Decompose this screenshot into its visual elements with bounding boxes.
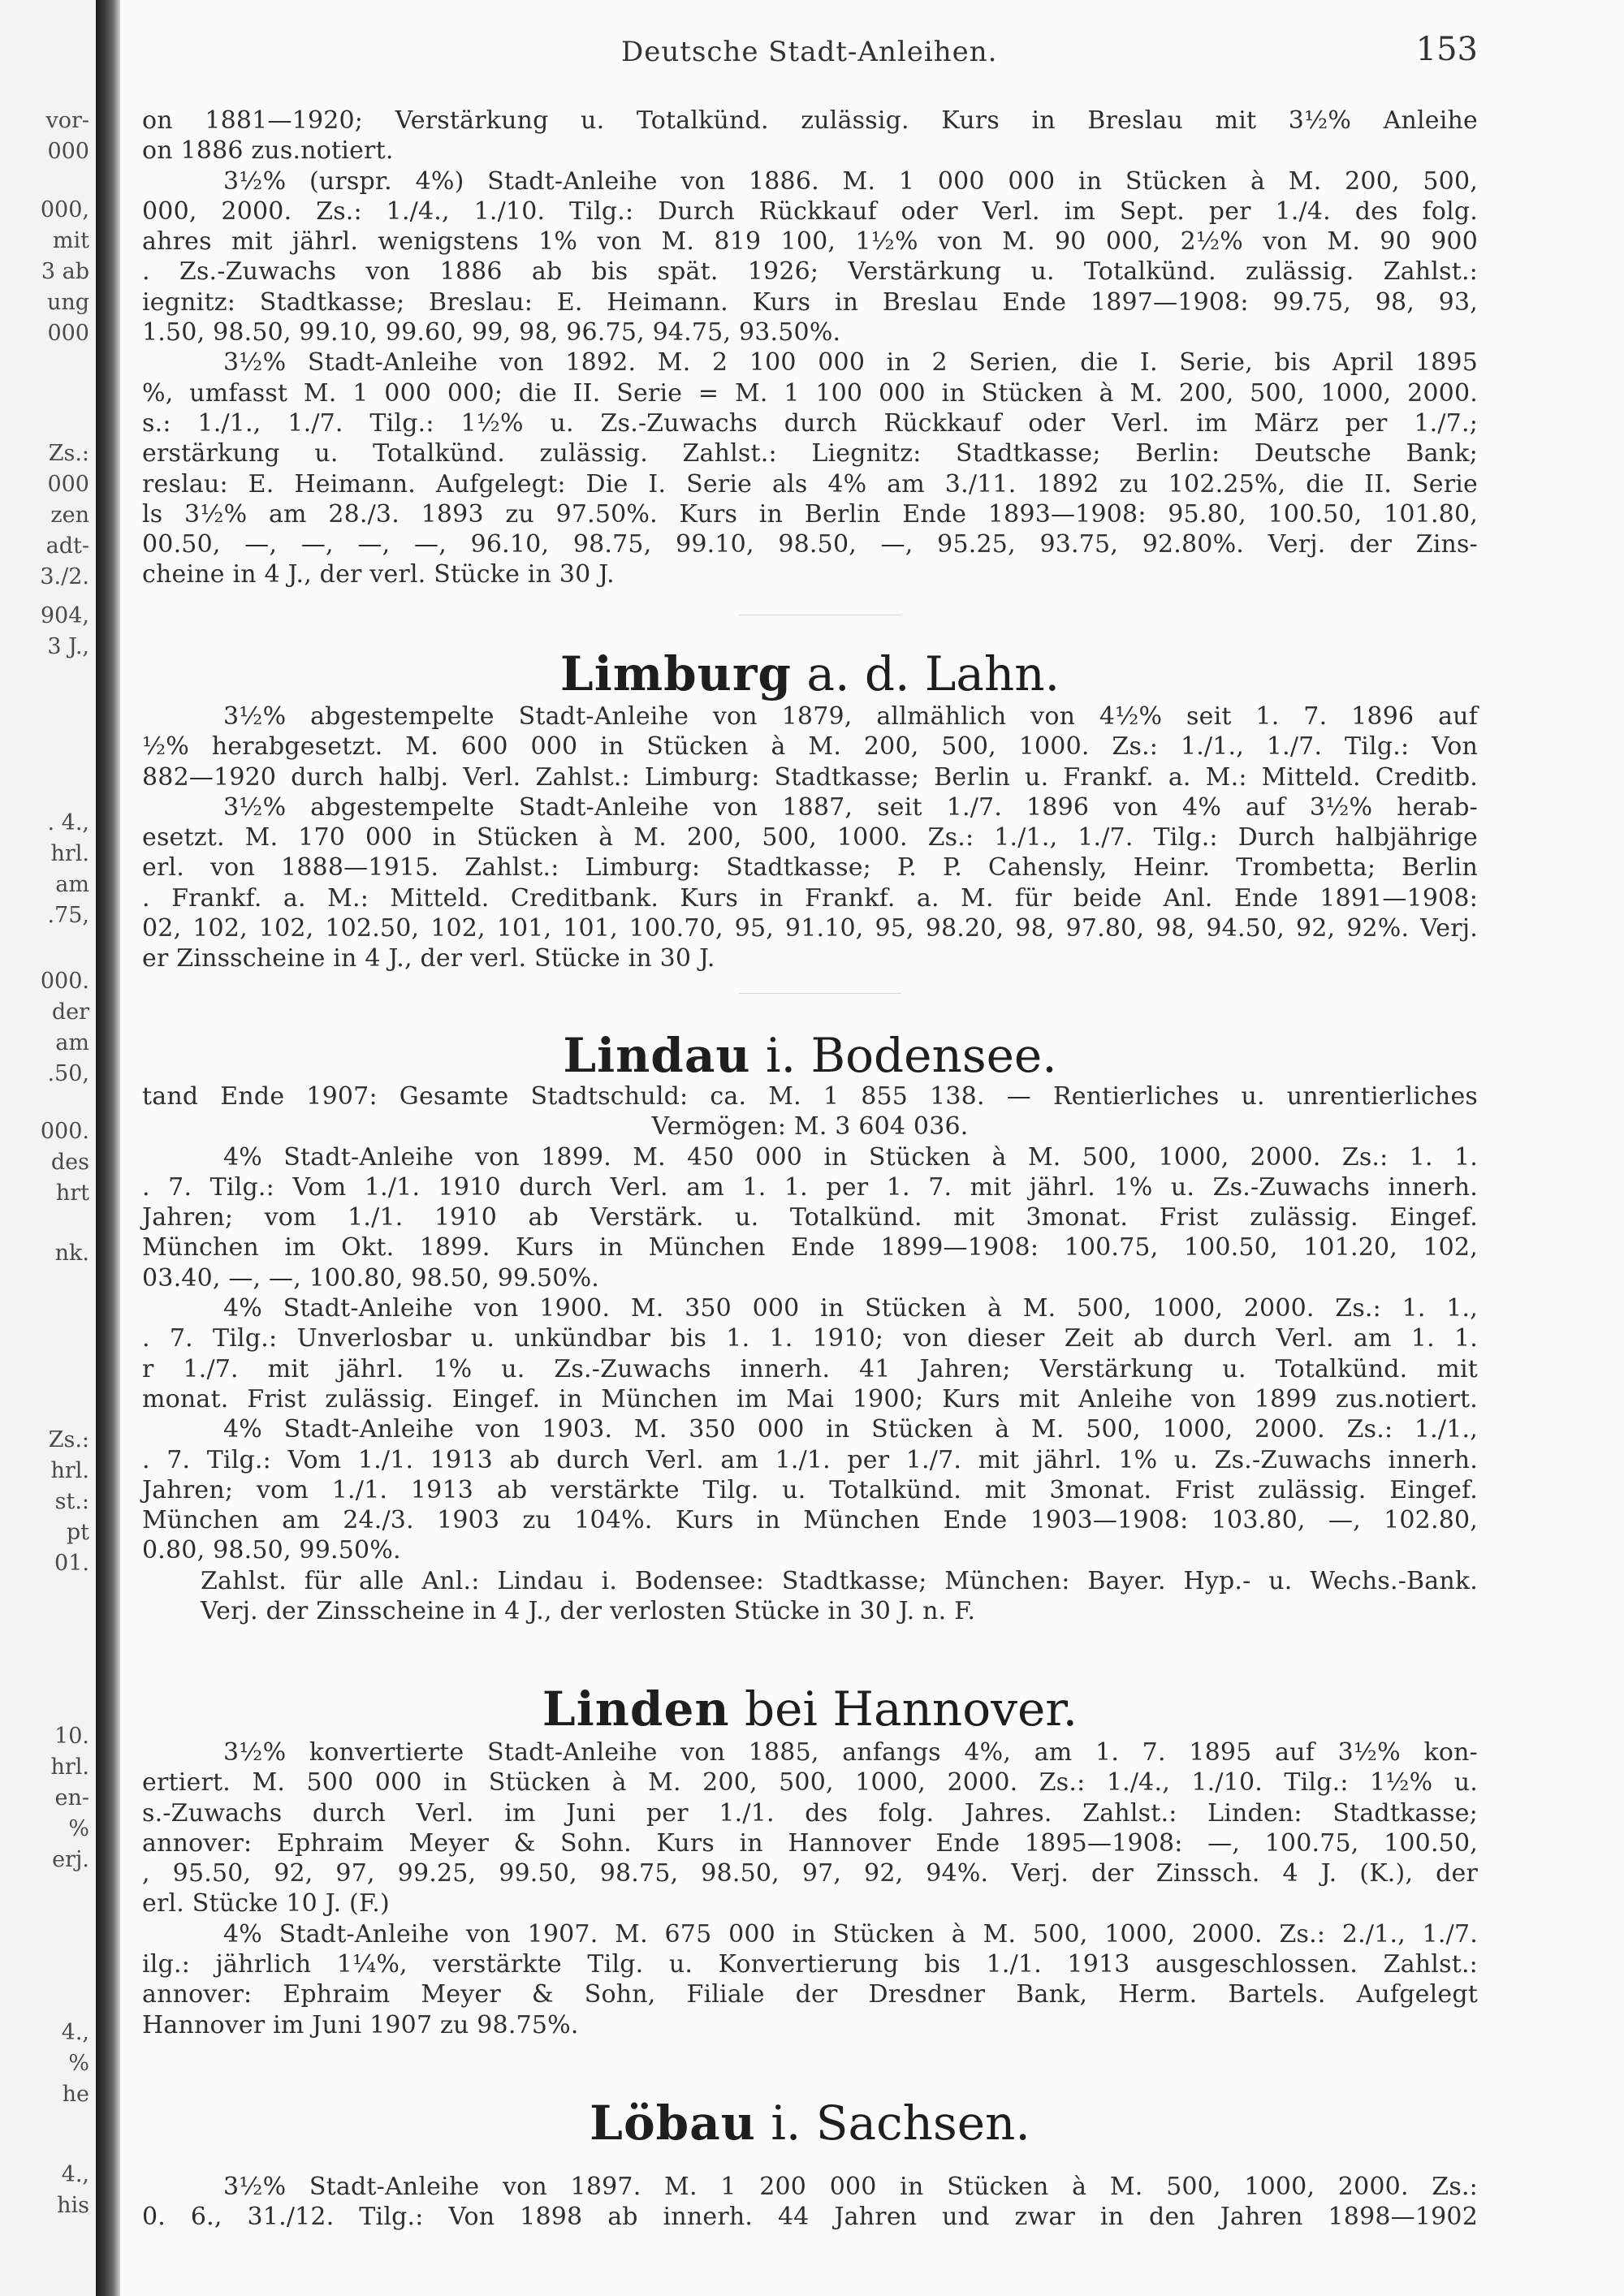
text-line: %, umfasst M. 1 000 000; die II. Serie = M. 1 100 000 in Stücken à M. 200, 500, 1000, 2000.: [142, 378, 1478, 408]
facing-page-fragment: hrt: [55, 1180, 89, 1206]
facing-page-fragment: adt-: [45, 533, 89, 559]
text-line: cheine in 4 J., der verl. Stücke in 30 J.: [142, 560, 615, 589]
text-line: s.-Zuwachs durch Verl. im Juni per 1./1. des folg. Jahres. Zahlst.: Linden: Stadtkasse;: [142, 1798, 1478, 1828]
city-name: Linden: [542, 1681, 730, 1737]
text-line: 1.50, 98.50, 99.10, 99.60, 99, 98, 96.75, 94.75, 93.50%.: [142, 318, 841, 347]
running-title: Deutsche Stadt-Anleihen.: [621, 36, 998, 68]
previous-page-edge: [0, 0, 96, 2296]
section-divider: [739, 993, 901, 994]
text-line: erstärkung u. Totalkünd. zulässig. Zahlst.: Liegnitz: Stadtkasse; Berlin: Deutsche Bank;: [142, 439, 1478, 468]
facing-page-fragment: am: [55, 872, 89, 897]
city-locality: i. Sachsen.: [771, 2095, 1030, 2151]
facing-page-fragment: 000,: [40, 197, 89, 222]
facing-page-fragment: %: [68, 2051, 89, 2076]
facing-page-fragment: his: [57, 2193, 89, 2218]
text-line: on 1881—1920; Verstärkung u. Totalkünd. zulässig. Kurs in Breslau mit 3½% Anleihe: [142, 106, 1478, 135]
facing-page-fragment: 000.: [40, 969, 89, 994]
text-line: annover: Ephraim Meyer & Sohn. Kurs in Hannover Ende 1895—1908: —, 100.75, 100.50,: [142, 1828, 1478, 1858]
facing-page-fragment: .50,: [47, 1061, 89, 1086]
facing-page-fragment: . 4.,: [47, 810, 89, 835]
text-line: ertiert. M. 500 000 in Stücken à M. 200, 500, 1000, 2000. Zs.: 1./4., 1./10. Tilg.: 1½% u.: [142, 1768, 1478, 1798]
bond-entry-line: 4% Stadt-Anleihe von 1899. M. 450 000 in Stücken à M. 500, 1000, 2000. Zs.: 1. 1.: [223, 1142, 1478, 1172]
facing-page-fragment: 000: [47, 139, 89, 164]
bond-entry-line: 3½% abgestempelte Stadt-Anleihe von 1879, allmählich von 4½% seit 1. 7. 1896 auf: [223, 702, 1478, 731]
bond-entry-line: 3½% Stadt-Anleihe von 1892. M. 2 100 000 in 2 Serien, die I. Serie, bis April 1895: [223, 348, 1478, 378]
text-line: . 7. Tilg.: Vom 1./1. 1913 ab durch Verl. am 1./1. per 1./7. mit jährl. 1% u. Zs.-Zuwachs innerh.: [142, 1445, 1478, 1474]
text-line: . 7. Tilg.: Vom 1./1. 1910 durch Verl. am 1. 1. per 1. 7. mit jährl. 1% u. Zs.-Zuwachs innerh.: [142, 1172, 1478, 1202]
page-number: 153: [1415, 31, 1478, 68]
city-heading-loebau: [142, 2095, 1478, 2151]
running-head: [142, 31, 1478, 73]
book-binding: [96, 0, 120, 2296]
city-heading-limburg: [142, 646, 1478, 701]
city-heading-lindau: [142, 1028, 1478, 1083]
text-line: München im Okt. 1899. Kurs in München Ende 1899—1908: 100.75, 100.50, 101.20, 102,: [142, 1233, 1478, 1262]
facing-page-fragment: 01.: [54, 1551, 89, 1576]
city-name: Löbau: [590, 2095, 756, 2151]
facing-page-fragment: Zs.:: [48, 441, 89, 466]
facing-page-fragment: hrl.: [50, 841, 89, 866]
breslau-continuation: [142, 106, 1478, 590]
text-line: 03.40, —, —, 100.80, 98.50, 99.50%.: [142, 1263, 600, 1293]
facing-page-fragment: 000.: [40, 1119, 89, 1144]
facing-page-fragment: en-: [54, 1785, 89, 1810]
facing-page-fragment: mit: [52, 228, 89, 253]
facing-page-fragment: 4.,: [61, 2162, 89, 2187]
limburg-entries: [142, 701, 1478, 974]
text-line: ½% herabgesetzt. M. 600 000 in Stücken à M. 200, 500, 1000. Zs.: 1./1., 1./7. Tilg.: Von: [142, 732, 1478, 762]
text-line: ilg.: jährlich 1¼%, verstärkte Tilg. u. Konvertierung bis 1./1. 1913 ausgeschlossen. Zahlst.:: [142, 1950, 1478, 1979]
text-line: er Zinsscheine in 4 J., der verl. Stücke in 30 J.: [142, 944, 715, 973]
text-line: Vermögen: M. 3 604 036.: [651, 1112, 969, 1142]
text-line: . 7. Tilg.: Unverlosbar u. unkündbar bis 1. 1. 1910; von dieser Zeit ab durch Verl. am 1. 1.: [142, 1324, 1478, 1353]
text-line: 000, 2000. Zs.: 1./4., 1./10. Tilg.: Durch Rückkauf oder Verl. im Sept. per 1./4. des folg.: [142, 196, 1478, 226]
facing-page-fragment: 3 J.,: [47, 634, 89, 659]
facing-page-fragment: 000: [47, 472, 89, 497]
linden-entries: [142, 1737, 1478, 2040]
text-line: esetzt. M. 170 000 in Stücken à M. 200, 500, 1000. Zs.: 1./1., 1./7. Tilg.: Durch halbjährige: [142, 823, 1478, 852]
facing-page-fragment: 904,: [40, 603, 89, 628]
text-line: r 1./7. mit jährl. 1% u. Zs.-Zuwachs innerh. 41 Jahren; Verstärkung u. Totalkünd. mit: [142, 1354, 1478, 1383]
facing-page-fragment: nk.: [54, 1241, 89, 1266]
city-locality: i. Bodensee.: [766, 1028, 1057, 1083]
facing-page-fragment: 4.,: [61, 2020, 89, 2045]
bond-entry-line: 3½% Stadt-Anleihe von 1897. M. 1 200 000 in Stücken à M. 500, 1000, 2000. Zs.:: [223, 2173, 1478, 2201]
facing-page-fragment: 10.: [54, 1724, 89, 1749]
text-line: s.: 1./1., 1./7. Tilg.: 1½% u. Zs.-Zuwachs durch Rückkauf oder Verl. im März per 1./7.;: [142, 408, 1478, 438]
city-heading-linden: [142, 1681, 1478, 1737]
text-line: 0.80, 98.50, 99.50%.: [142, 1536, 401, 1565]
text-line: Jahren; vom 1./1. 1910 ab Verstärk. u. Totalkünd. mit 3monat. Frist zulässig. Eingef.: [142, 1203, 1478, 1232]
facing-page-fragment: 3 ab: [41, 259, 89, 284]
facing-page-fragment: he: [62, 2082, 89, 2107]
text-line: annover: Ephraim Meyer & Sohn, Filiale der Dresdner Bank, Herm. Bartels. Aufgelegt: [142, 1980, 1478, 2009]
facing-page-fragment: hrl.: [50, 1754, 89, 1780]
text-line: 882—1920 durch halbj. Verl. Zahlst.: Limburg: Stadtkasse; Berlin u. Frankf. a. M.: Mitteld. Creditb.: [142, 762, 1478, 792]
facing-page-fragment: .75,: [47, 903, 89, 928]
facing-page-fragment: %: [68, 1816, 89, 1841]
text-line: . Zs.-Zuwachs von 1886 ab bis spät. 1926; Verstärkung u. Totalkünd. zulässig. Zahlst.:: [142, 257, 1478, 287]
facing-page-fragment: Zs.:: [48, 1427, 89, 1452]
text-line: , 95.50, 92, 97, 99.25, 99.50, 98.75, 98.50, 97, 92, 94%. Verj. der Zinssch. 4 J. (K.), der: [142, 1859, 1478, 1888]
text-line: Zahlst. für alle Anl.: Lindau i. Bodensee: Stadtkasse; München: Bayer. Hyp.- u. Wechs.-Bank.: [201, 1566, 1478, 1595]
text-line: Hannover im Juni 1907 zu 98.75%.: [142, 2010, 579, 2039]
facing-page-fragment: hrl.: [50, 1458, 89, 1483]
facing-page-fragment: des: [50, 1150, 89, 1175]
text-line: ahres mit jährl. wenigstens 1% von M. 819 100, 1½% von M. 90 000, 2½% von M. 90 900: [142, 227, 1478, 257]
city-locality: bei Hannover.: [744, 1681, 1078, 1737]
text-line: 0. 6., 31./12. Tilg.: Von 1898 ab innerh. 44 Jahren und zwar in den Jahren 1898—1902: [142, 2203, 1478, 2232]
text-line: Jahren; vom 1./1. 1913 ab verstärkte Tilg. u. Totalkünd. mit 3monat. Frist zulässig. Eingef.: [142, 1475, 1478, 1504]
city-name: Lindau: [563, 1028, 751, 1083]
bond-entry-line: 4% Stadt-Anleihe von 1903. M. 350 000 in Stücken à M. 500, 1000, 2000. Zs.: 1./1.,: [223, 1415, 1478, 1444]
facing-page-fragment: 000: [47, 321, 89, 346]
text-line: on 1886 zus.notiert.: [142, 136, 394, 166]
text-line: tand Ende 1907: Gesamte Stadtschuld: ca. M. 1 855 138. — Rentierliches u. unrentierliches: [142, 1082, 1478, 1111]
text-line: 02, 102, 102, 102.50, 102, 101, 101, 100.70, 95, 91.10, 95, 98.20, 98, 97.80, 98, 94.50, 92, 92%. Verj.: [142, 914, 1478, 943]
facing-page-fragment: zen: [50, 503, 89, 528]
facing-page-fragment: erj.: [52, 1847, 89, 1872]
text-line: Verj. der Zinsscheine in 4 J., der verlosten Stücke in 30 J. n. F.: [201, 1597, 976, 1626]
bond-entry-line: 3½% (urspr. 4%) Stadt-Anleihe von 1886. M. 1 000 000 in Stücken à M. 200, 500,: [223, 166, 1478, 196]
text-line: München am 24./3. 1903 zu 104%. Kurs in München Ende 1903—1908: 103.80, —, 102.80,: [142, 1506, 1478, 1535]
text-line: . Frankf. a. M.: Mitteld. Creditbank. Kurs in Frankf. a. M. für beide Anl. Ende 1891—1908:: [142, 883, 1478, 913]
facing-page-fragment: 3./2.: [40, 564, 89, 589]
facing-page-fragment: pt: [66, 1520, 89, 1545]
bond-entry-line: 4% Stadt-Anleihe von 1907. M. 675 000 in Stücken à M. 500, 1000, 2000. Zs.: 2./1., 1./7.: [223, 1919, 1478, 1949]
bond-entry-line: 4% Stadt-Anleihe von 1900. M. 350 000 in Stücken à M. 500, 1000, 2000. Zs.: 1. 1.,: [223, 1294, 1478, 1323]
loebau-entries: [142, 2172, 1478, 2233]
facing-page-fragment: ung: [46, 290, 89, 315]
lindau-entries: [142, 1081, 1478, 1626]
city-locality: a. d. Lahn.: [806, 646, 1060, 701]
bond-entry-line: 3½% abgestempelte Stadt-Anleihe von 1887, seit 1./7. 1896 von 4% auf 3½% herab-: [223, 792, 1478, 822]
book-page: [142, 0, 1478, 2296]
text-line: monat. Frist zulässig. Eingef. in München im Mai 1900; Kurs mit Anleihe von 1899 zus.notiert.: [142, 1384, 1478, 1413]
city-name: Limburg: [559, 646, 792, 701]
text-line: reslau: E. Heimann. Aufgelegt: Die I. Serie als 4% am 3./11. 1892 zu 102.25%, die II. Serie: [142, 469, 1478, 498]
facing-page-fragment: am: [55, 1030, 89, 1055]
text-line: 00.50, —, —, —, —, 96.10, 98.75, 99.10, 98.50, —, 95.25, 93.75, 92.80%. Verj. der Zins-: [142, 530, 1478, 559]
bond-entry-line: 3½% konvertierte Stadt-Anleihe von 1885, anfangs 4%, am 1. 7. 1895 auf 3½% kon-: [223, 1738, 1478, 1767]
text-line: ls 3½% am 28./3. 1893 zu 97.50%. Kurs in Berlin Ende 1893—1908: 95.80, 100.50, 101.80,: [142, 499, 1478, 529]
text-line: iegnitz: Stadtkasse; Breslau: E. Heimann. Kurs in Breslau Ende 1897—1908: 99.75, 98, 93,: [142, 287, 1478, 317]
facing-page-fragment: der: [51, 999, 89, 1025]
facing-page-fragment: st.:: [54, 1489, 89, 1514]
text-line: erl. Stücke 10 J. (F.): [142, 1889, 390, 1918]
facing-page-fragment: vor-: [45, 108, 89, 133]
text-line: erl. von 1888—1915. Zahlst.: Limburg: Stadtkasse; P. P. Cahensly, Heinr. Trombetta; Berlin: [142, 853, 1478, 883]
